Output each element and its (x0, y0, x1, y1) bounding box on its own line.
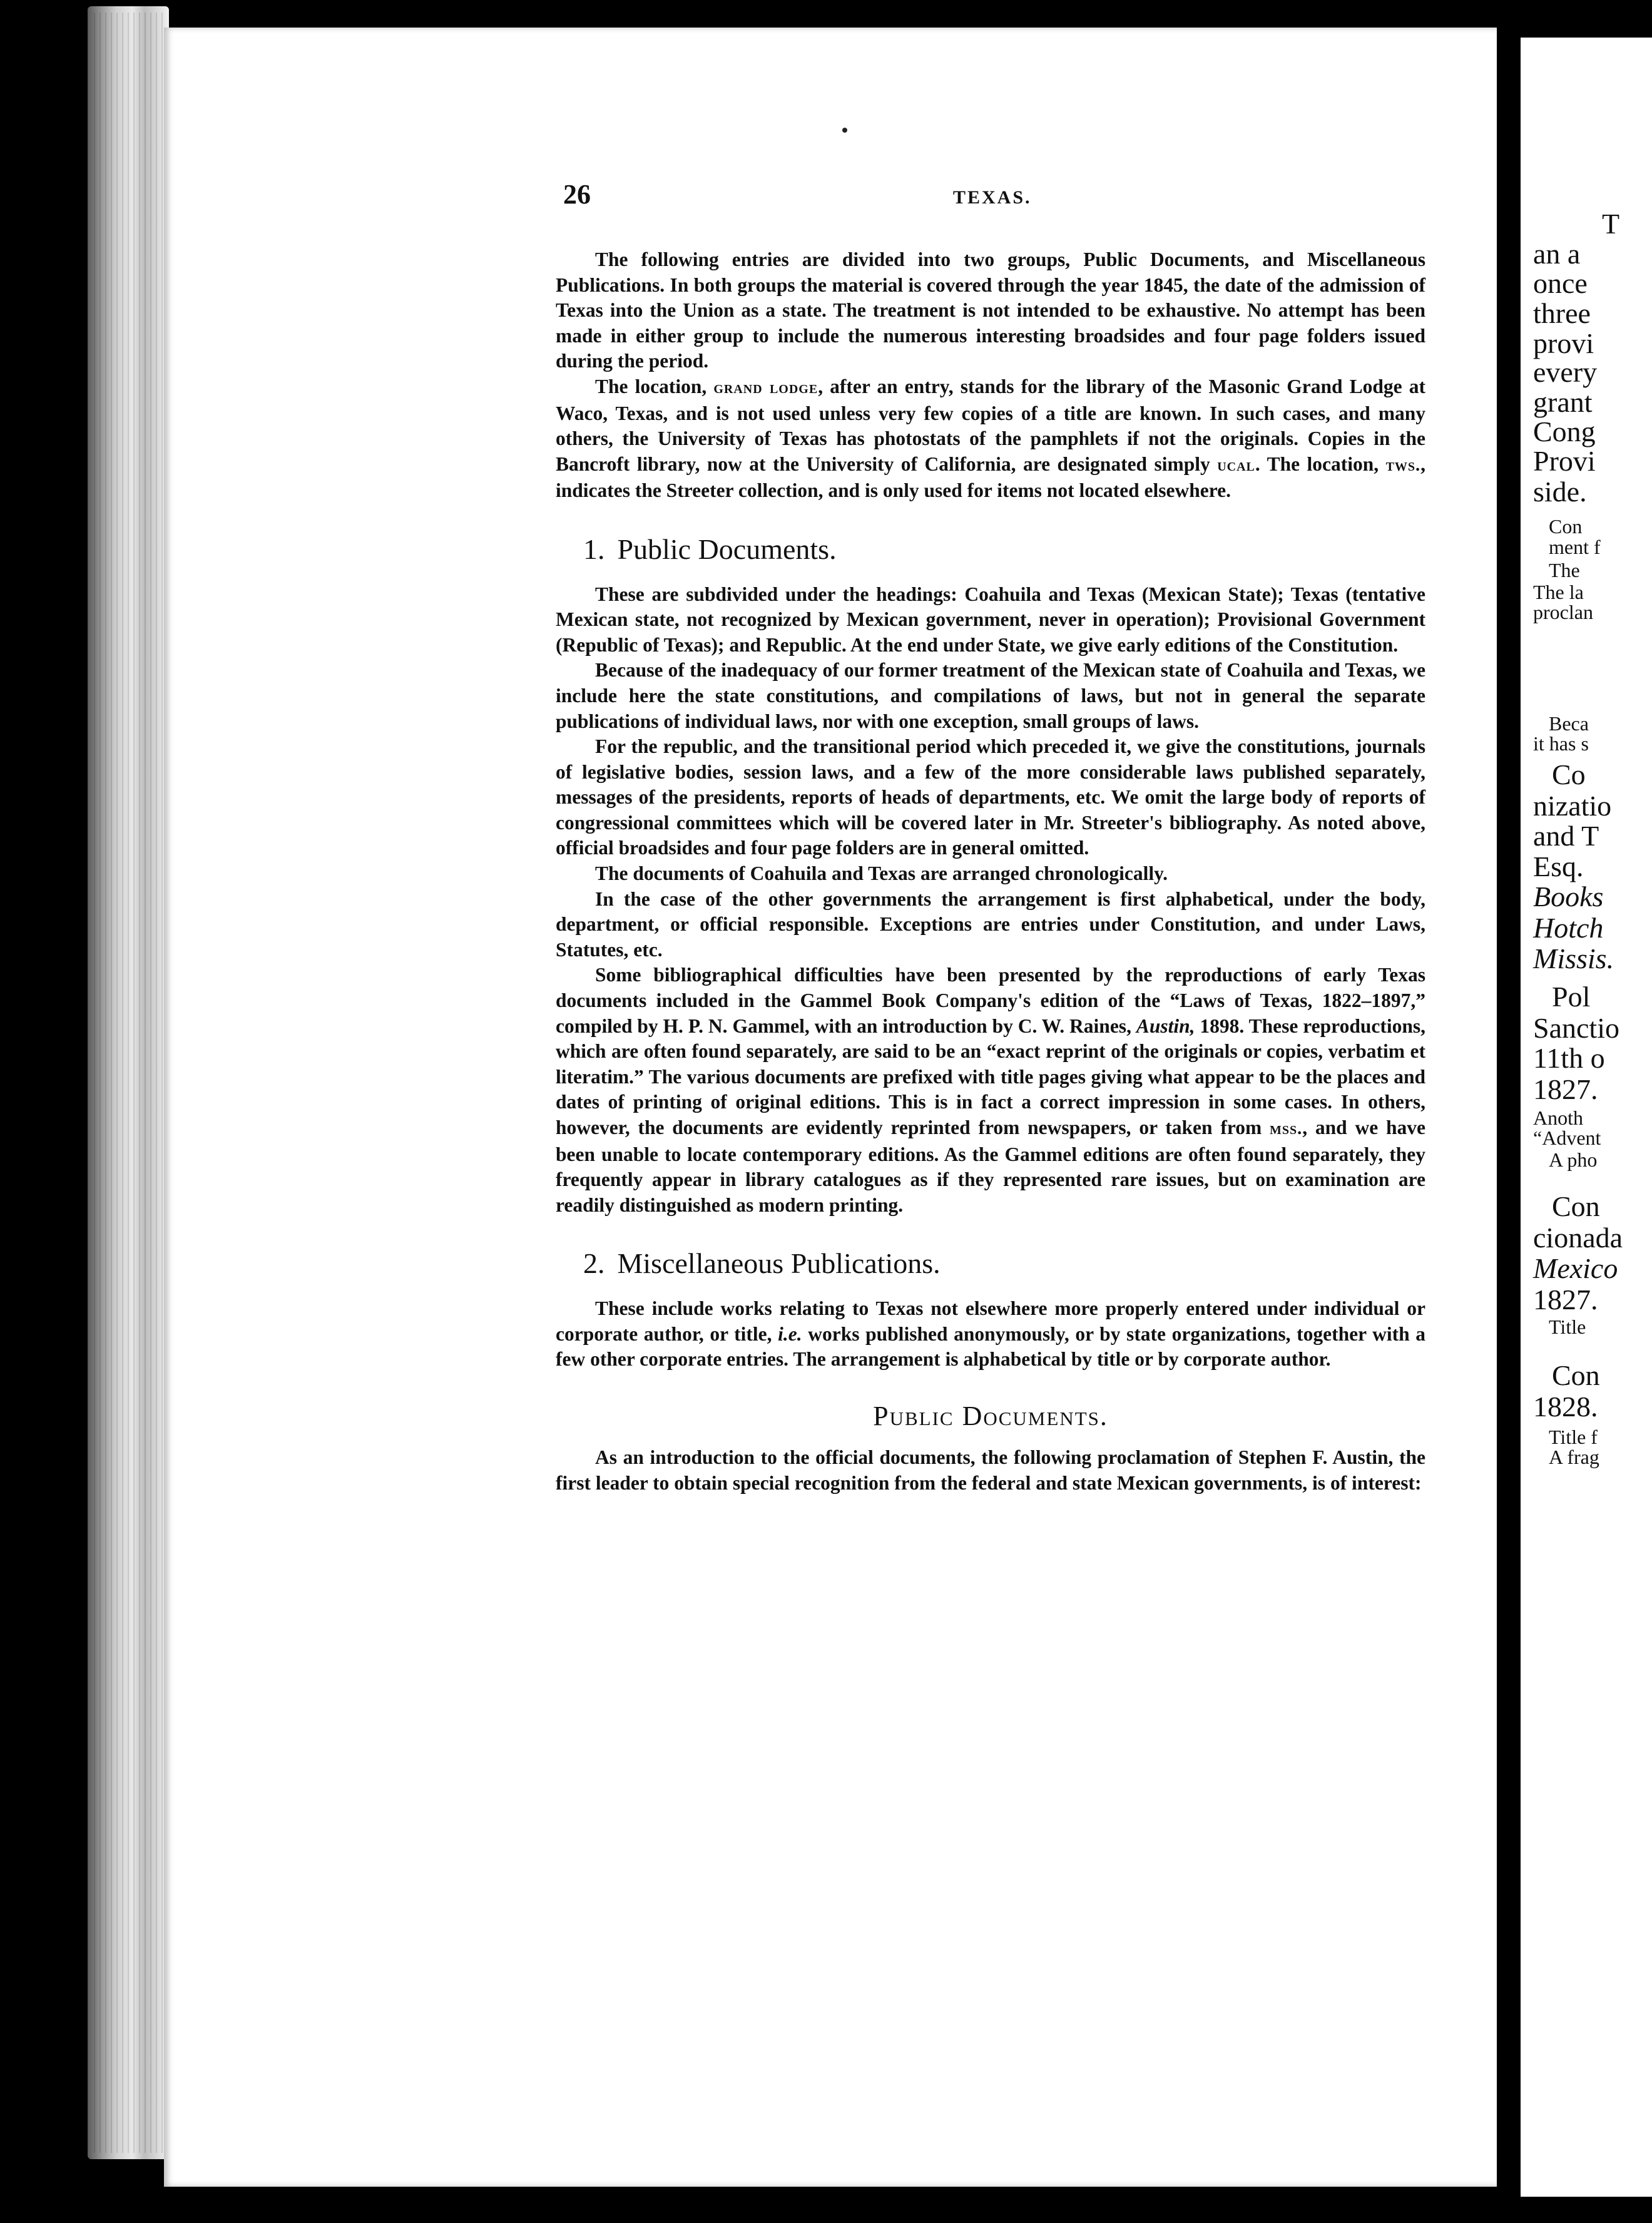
right-page-fragment: Hotch (1533, 912, 1604, 944)
right-page-fragment: Con (1552, 1190, 1600, 1222)
page-header (563, 178, 1427, 216)
mss-label: mss. (1270, 1119, 1303, 1138)
public-documents-heading: Public Documents. (873, 1400, 1108, 1431)
right-page-fragment: grant (1533, 386, 1593, 418)
intro-p2-text-b: , after an entry, stands for the library of the Masonic Grand Lodge at Waco, Texas, and is not used unless very few copies of a title are known. In such cases, and many others, the University of Texas has photostats of the pamphlets if not the originals. Copies in the Bancroft library, now at the University of California, are designated simply (556, 375, 1425, 475)
right-page-fragment: nizatio (1533, 790, 1612, 822)
right-page-fragment: once (1533, 267, 1588, 299)
gammel-paragraph (556, 963, 1425, 1218)
right-page-fragment: Books (1533, 881, 1604, 912)
ie-italic: i.e. (778, 1322, 802, 1345)
right-page-fragment: Cong (1533, 416, 1596, 447)
right-page-fragment: “Advent (1533, 1127, 1601, 1149)
intro-p2-text-a: The location, (595, 375, 714, 397)
right-page-fragment: side. (1533, 476, 1587, 508)
right-page-fragment: Missis. (1533, 943, 1614, 974)
right-page-fragment: Title f (1549, 1426, 1598, 1448)
section-1-paragraph: For the republic, and the transitional period which preceded it, we give the constitutions, journals of legislative bodies, session laws, and a few of the more considerable laws published separately, messages of the presidents, reports of heads of departments, etc. We omit the large body of reports of congressional committees which will be covered later in Mr. Streeter's bibliography. As noted above, official broadsides and four page folders are in general omitted. (556, 735, 1425, 859)
section-2-number: 2. (583, 1247, 605, 1280)
intro-paragraph-1: The following entries are divided into two groups, Public Documents, and Miscellaneous Publications. In both groups the material is covered through the year 1845, the date of the admission of Texas into the Union as a state. The treatment is not intended to be exhaustive. No attempt has been made in either group to include the numerous interesting broadsides and four page folders issued during the period. (556, 248, 1425, 372)
right-page-fragment: A frag (1549, 1446, 1599, 1468)
right-page-fragment: cionada (1533, 1222, 1623, 1254)
page-body (556, 247, 1425, 1496)
section-2-text-a: These include works relating to Texas not elsewhere more properly entered under individual or corporate author, or title, (556, 1297, 1425, 1345)
right-page-fragment: 11th o (1533, 1042, 1605, 1074)
right-page-fragment: Anoth (1533, 1106, 1583, 1129)
section-1-paragraph: Because of the inadequacy of our former treatment of the Mexican state of Coahuila and Texas, we include here the state constitutions, and compilations of laws, but not in general the separate publications of individual laws, nor with one exception, small groups of laws. (556, 659, 1425, 732)
right-page-fragment: 1827. (1533, 1073, 1598, 1105)
ink-dot (842, 128, 847, 133)
section-1-paragraph: In the case of the other governments the arrangement is first alphabetical, under the body, department, or official responsible. Exceptions are entries under Constitution, and under Laws, Statutes, etc. (556, 887, 1425, 961)
right-page-fragment: Con (1549, 515, 1583, 538)
section-1-number: 1. (583, 533, 605, 565)
intro-p2-text-d: , indicates the Streeter collection, and is only used for items not located elsewhere. (556, 452, 1425, 502)
right-page-fragment: it has s (1533, 732, 1589, 755)
section-2-text-b: works published anonymously, or by state organizations, together with a few other corporate entries. The arrangement is alphabetical by title or by corporate author. (556, 1322, 1425, 1371)
right-page-fragment: Co (1552, 759, 1586, 790)
intro-paragraph-2 (556, 374, 1425, 504)
right-page-fragment: The la (1533, 581, 1584, 603)
section-2-paragraph (556, 1296, 1425, 1372)
right-page-fragment: Esq. (1533, 851, 1584, 882)
right-page (1521, 38, 1652, 2197)
section-1-paragraph: The documents of Coahuila and Texas are arranged chronologically. (595, 862, 1168, 885)
right-page-fragment: proclan (1533, 601, 1593, 623)
right-page-fragment: 1827. (1533, 1284, 1598, 1316)
right-page-fragment: Beca (1549, 712, 1589, 735)
gammel-text-c: , and we have been unable to locate contemporary editions. As the Gammel editions are often found separately, they frequently appear in library catalogues as if they represented rare issues, but on examination are readily distinguished as modern printing. (556, 1117, 1425, 1216)
right-page-fragment: The (1549, 559, 1580, 581)
right-page-fragment: Mexico (1533, 1252, 1618, 1284)
right-page-fragment: every (1533, 356, 1598, 388)
right-page-fragment: provi (1533, 327, 1594, 359)
gammel-text-a: Some bibliographical difficulties have been presented by the reproductions of early Texas documents included in the Gammel Book Company's edition of the “Laws of Texas, 1822–1897,” compiled by H. P. N. Gammel, with an introduction by C. W. Raines, (556, 964, 1425, 1037)
page-number: 26 (563, 179, 591, 210)
right-page-fragment: 1828. (1533, 1391, 1598, 1423)
ucal-label: ucal (1217, 455, 1255, 475)
running-title: TEXAS. (953, 187, 1032, 208)
intro-p2-text-c: . The location, (1255, 452, 1386, 475)
page-edge-lines (94, 13, 163, 2153)
right-page-fragment: an a (1533, 238, 1581, 270)
section-1-paragraph: These are subdivided under the headings: Coahuila and Texas (Mexican State); Texas (tentative Mexican state, not recognized by Mexican government, never in operation); Provisional Government (Republic of Texas); and Republic. At the end under State, we give early editions of the Constitution. (556, 583, 1425, 656)
right-page-fragment: T (1602, 208, 1620, 240)
section-2-heading (583, 1248, 1425, 1280)
public-documents-intro: As an introduction to the official documents, the following proclamation of Stephen F. Austin, the first leader to obtain special recognition from the federal and state Mexican governments, is of interest: (556, 1446, 1425, 1494)
grand-lodge-label: grand lodge (713, 377, 818, 397)
right-page-fragment: three (1533, 297, 1591, 329)
section-1-title: Public Documents. (617, 533, 837, 565)
section-2-title: Miscellaneous Publications. (617, 1247, 941, 1280)
right-page-fragment: Title (1549, 1316, 1586, 1338)
austin-italic: Austin, (1136, 1014, 1195, 1037)
right-page-fragment: Provi (1533, 445, 1596, 477)
right-page-fragment: ment f (1549, 536, 1601, 558)
right-page-fragment: and T (1533, 820, 1599, 852)
right-page-fragment: Con (1552, 1359, 1600, 1391)
right-page-fragment: A pho (1549, 1148, 1598, 1171)
section-1-heading (583, 534, 1425, 566)
right-page-fragment: Pol (1552, 981, 1591, 1013)
gammel-text-b: 1898. These reproductions, which are often found separately, are said to be an “exact reprint of the originals or copies, verbatim et literatim.” The various documents are prefixed with title pages giving what appear to be the places and dates of printing of original editions. This is in fact a correct impression in some cases. In others, however, the documents are evidently reprinted from newspapers, or taken from (556, 1014, 1425, 1138)
tws-label: tws. (1385, 455, 1421, 475)
right-page-fragment: Sanctio (1533, 1012, 1619, 1044)
